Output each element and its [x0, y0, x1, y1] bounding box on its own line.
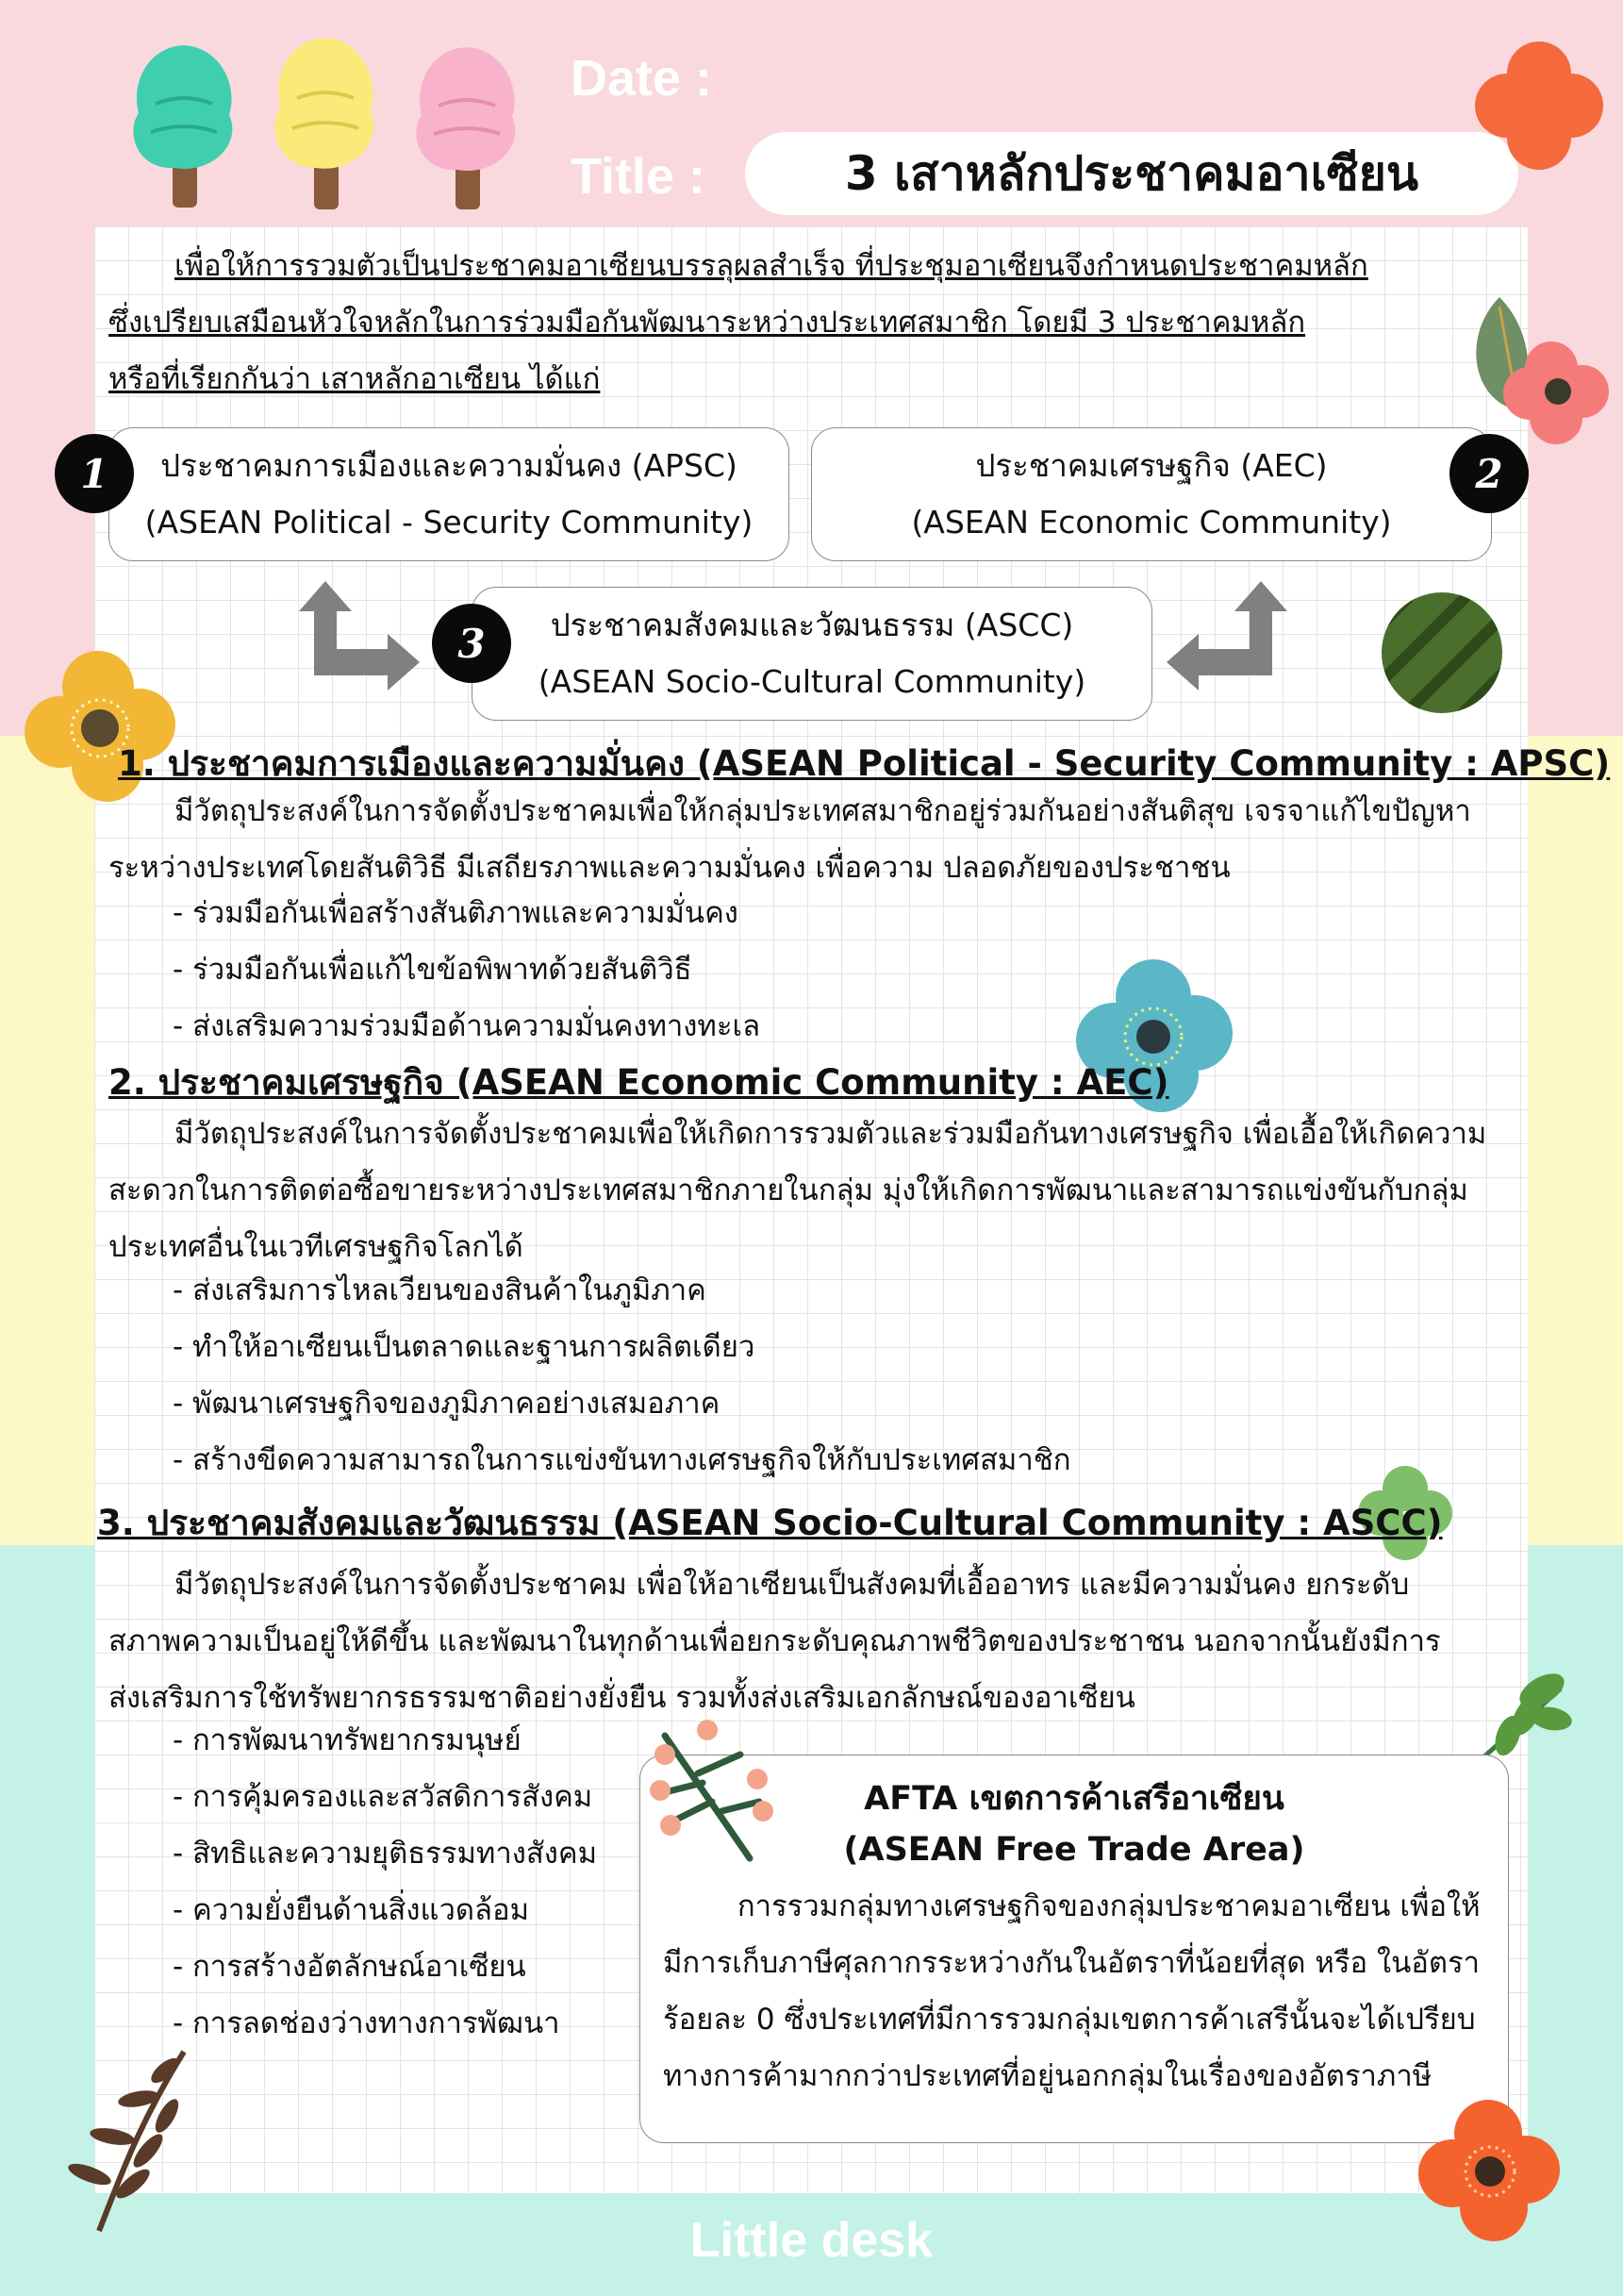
intro-line: ซึ่งเปรียบเสมือนหัวใจหลักในการร่วมมือกันพัฒนาระหว่างประเทศสมาชิก โดยมี 3 ประชาคมหลัก [108, 306, 1306, 340]
pillar-box-ascc [472, 587, 1152, 721]
berry-branch-icon [646, 1717, 778, 1868]
section2-heading: 2. ประชาคมเศรษฐกิจ (ASEAN Economic Community : AEC) [108, 1062, 1169, 1103]
section3-heading: 3. ประชาคมสังคมและวัฒนธรรม (ASEAN Socio-Cultural Community : ASCC) [97, 1503, 1443, 1543]
section1-line: มีวัตถุประสงค์ในการจัดตั้งประชาคมเพื่อให้กลุ่มประเทศสมาชิกอยู่ร่วมกันอย่างสันติสุข เจรจาแก้ไขปัญหา [174, 794, 1471, 828]
section1-bullet: - ส่งเสริมความร่วมมือด้านความมั่นคงทางทะเล [173, 1009, 761, 1043]
intro-paragraph [108, 238, 1368, 408]
tree-icon-pink [401, 40, 533, 214]
afta-line: ทางการค้ามากกว่าประเทศที่อยู่นอกกลุ่มในเรื่องของอัตราภาษี [663, 2059, 1433, 2093]
section2-bullet: - สร้างขีดความสามารถในการแข่งขันทางเศรษฐกิจให้กับประเทศสมาชิก [173, 1443, 1071, 1477]
date-label: Date : [571, 50, 713, 107]
section2-bullet: - ทำให้อาเซียนเป็นตลาดและฐานการผลิตเดียว [173, 1330, 755, 1364]
section1-heading: 1. ประชาคมการเมืองและความมั่นคง (ASEAN Political - Security Community : APSC) [118, 743, 1611, 784]
branch-icon-brown [52, 2042, 203, 2236]
section3-line: ส่งเสริมการใช้ทรัพยากรธรรมชาติอย่างยั่งยืน รวมทั้งส่งเสริมเอกลักษณ์ของอาเซียน [108, 1681, 1135, 1715]
flower-icon-orange-top [1471, 38, 1608, 175]
section3-line: สภาพความเป็นอยู่ให้ดีขึ้น และพัฒนาในทุกด้านเพื่อยกระดับคุณภาพชีวิตของประชาชน นอกจากนั้นยังมีการ [108, 1624, 1441, 1658]
section3-bullet: - การพัฒนาทรัพยากรมนุษย์ [173, 1723, 522, 1757]
section3-paragraph [108, 1556, 1441, 1726]
pillar-box-apsc [108, 427, 789, 561]
section2-bullet: - พัฒนาเศรษฐกิจของภูมิภาคอย่างเสมอภาค [173, 1387, 720, 1421]
arrow-icon-right [1162, 577, 1289, 690]
section1-paragraph [108, 783, 1471, 896]
section3-bullet: - การลดช่องว่างทางการพัฒนา [173, 2006, 560, 2040]
section3-bullet: - การสร้างอัตลักษณ์อาเซียน [173, 1950, 526, 1984]
afta-line: ร้อยละ 0 ซึ่งประเทศที่มีการรวมกลุ่มเขตการค้าเสรีนั้นจะได้เปรียบ [663, 2003, 1476, 2037]
section2-line: มีวัตถุประสงค์ในการจัดตั้งประชาคมเพื่อให้เกิดการรวมตัวและร่วมมือกันทางเศรษฐกิจ เพื่อเอื้อให้เกิดความ [174, 1117, 1487, 1151]
pillar-ascc-english: (ASEAN Socio-Cultural Community) [538, 663, 1086, 700]
tree-icon-teal [118, 38, 250, 212]
section1-bullet: - ร่วมมือกันเพื่อแก้ไขข้อพิพาทด้วยสันติวิธี [173, 953, 692, 987]
arrow-icon-left [297, 577, 424, 690]
pillar-ascc-thai: ประชาคมสังคมและวัฒนธรรม (ASCC) [550, 607, 1074, 643]
pillar-number-badge-2: 2 [1449, 434, 1529, 513]
pillar-number-badge-3: 3 [432, 604, 511, 683]
afta-line: มีการเก็บภาษีศุลกากรระหว่างกันในอัตราที่น้อยที่สุด หรือ ในอัตรา [663, 1946, 1481, 1980]
leaf-flower-icon [1471, 288, 1613, 458]
afta-title: AFTA เขตการค้าเสรีอาเซียน [864, 1780, 1284, 1818]
section2-line: สะดวกในการติดต่อซื้อขายระหว่างประเทศสมาชิกภายในกลุ่ม มุ่งให้เกิดการพัฒนาและสามารถแข่งขันกับกลุ่ม [108, 1173, 1468, 1207]
pillar-number-badge-1: 1 [55, 434, 134, 513]
section1-line: ระหว่างประเทศโดยสันติวิธี มีเสถียรภาพและความมั่นคง เพื่อความ ปลอดภัยของประชาชน [108, 851, 1231, 885]
pillar-apsc-english: (ASEAN Political - Security Community) [144, 504, 754, 541]
pillar-apsc-thai: ประชาคมการเมืองและความมั่นคง (APSC) [160, 447, 737, 484]
section3-line: มีวัตถุประสงค์ในการจัดตั้งประชาคม เพื่อให้อาเซียนเป็นสังคมที่เอื้ออาทร และมีความมั่นคง ยกระดับ [174, 1568, 1410, 1602]
page-title: 3 เสาหลักประชาคมอาเซียน [745, 132, 1518, 215]
section2-paragraph [108, 1106, 1486, 1275]
tree-icon-yellow [259, 30, 391, 214]
section3-bullet: - ความยั่งยืนด้านสิ่งแวดล้อม [173, 1893, 530, 1927]
afta-body [663, 1878, 1481, 2105]
section2-line: ประเทศอื่นในเวทีเศรษฐกิจโลกได้ [108, 1230, 523, 1264]
pillar-aec-thai: ประชาคมเศรษฐกิจ (AEC) [975, 447, 1328, 484]
intro-line: เพื่อให้การรวมตัวเป็นประชาคมอาเซียนบรรลุผลสำเร็จ ที่ประชุมอาเซียนจึงกำหนดประชาคมหลัก [174, 249, 1368, 283]
striped-circle-icon [1379, 590, 1506, 717]
section2-bullet: - ส่งเสริมการไหลเวียนของสินค้าในภูมิภาค [173, 1273, 706, 1307]
section3-bullet: - สิทธิและความยุติธรรมทางสังคม [173, 1837, 598, 1871]
section1-bullet: - ร่วมมือกันเพื่อสร้างสันติภาพและความมั่นคง [173, 896, 738, 930]
intro-line: หรือที่เรียกกันว่า เสาหลักอาเซียน ได้แก่ [108, 362, 601, 396]
afta-subtitle: (ASEAN Free Trade Area) [843, 1831, 1305, 1869]
pillar-box-aec [811, 427, 1492, 561]
footer-brand: Little desk [689, 2213, 934, 2268]
title-label: Title : [571, 148, 706, 205]
afta-line: การรวมกลุ่มทางเศรษฐกิจของกลุ่มประชาคมอาเซียน เพื่อให้ [663, 1889, 1481, 1923]
pillar-aec-english: (ASEAN Economic Community) [911, 504, 1392, 541]
section3-bullet: - การคุ้มครองและสวัสดิการสังคม [173, 1780, 593, 1814]
